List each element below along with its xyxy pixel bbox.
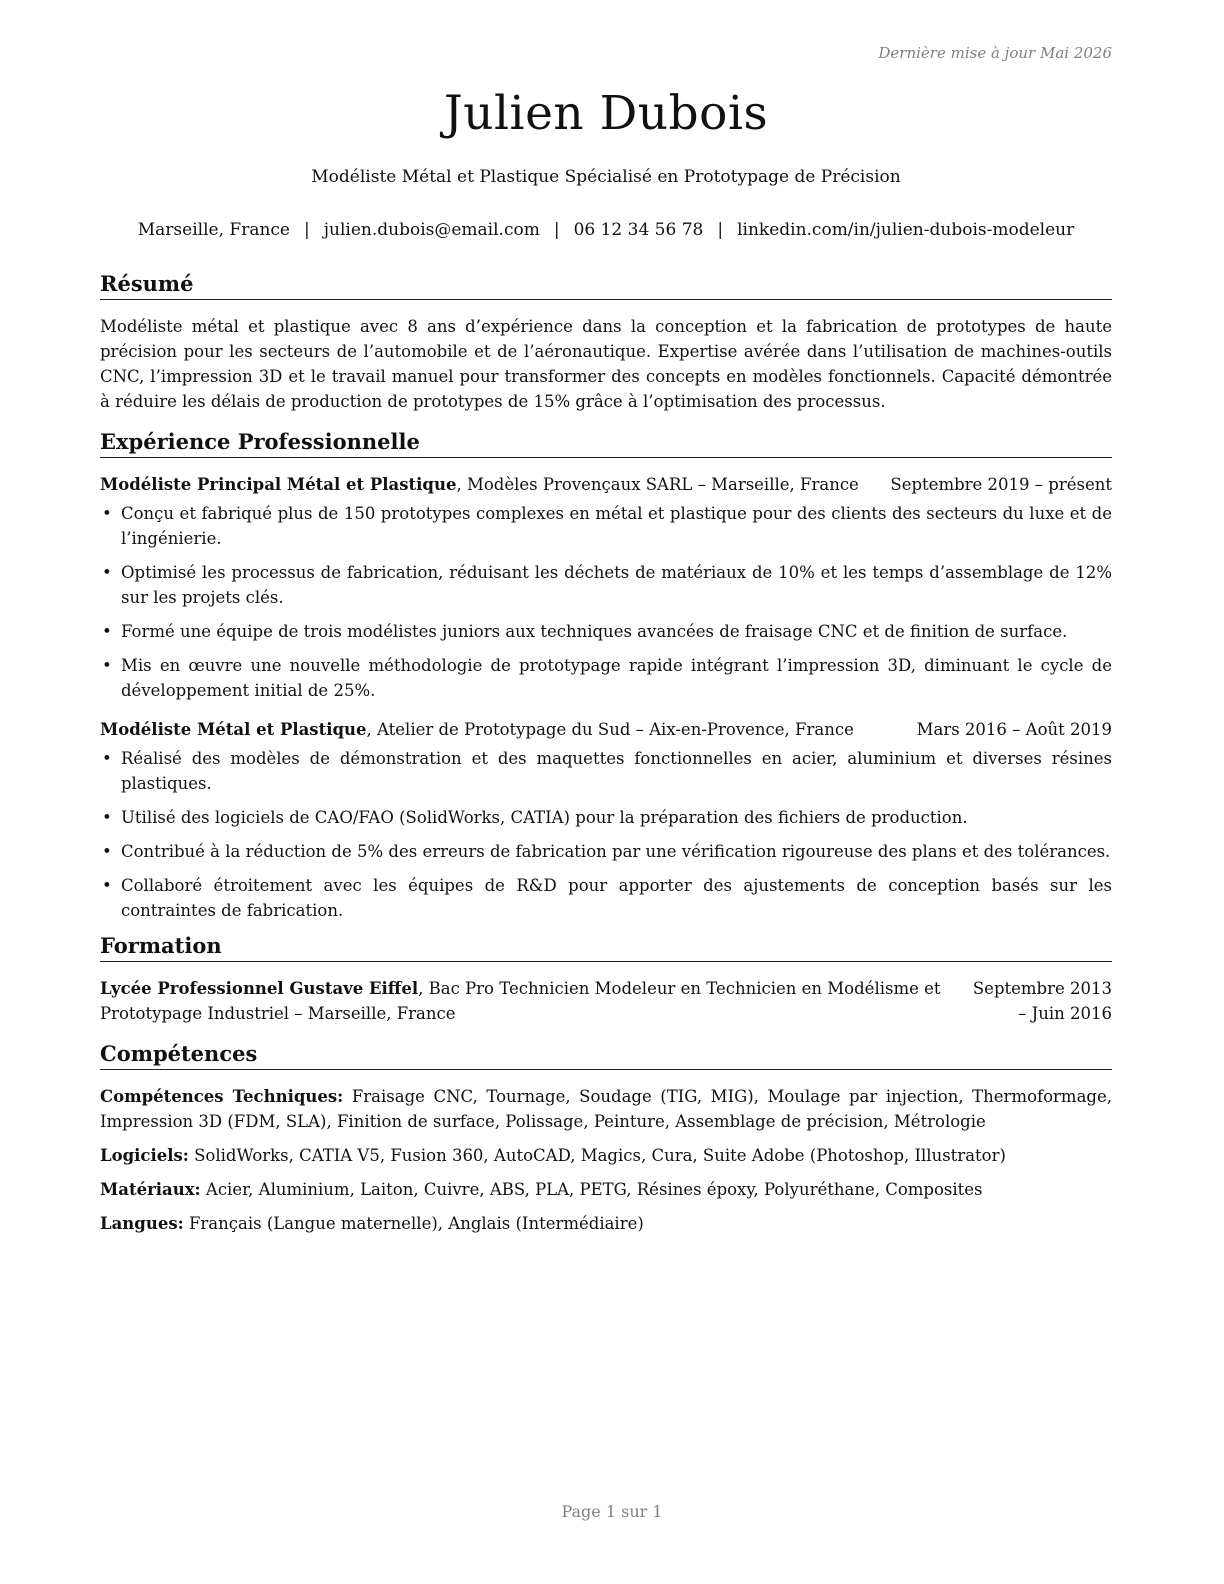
job-company: , Atelier de Prototypage du Sud – Aix-en-Provence, France xyxy=(366,720,854,739)
education-school: Lycée Professionnel Gustave Eiffel xyxy=(100,979,419,998)
contact-phone: 06 12 34 56 78 xyxy=(573,220,704,240)
education-details xyxy=(100,976,970,1026)
job-bullet: • Réalisé des modèles de démonstration et des maquettes fonctionnelles en acier, aluminium et diverses résines plastiques. xyxy=(100,746,1112,796)
job-entry xyxy=(100,717,1112,923)
skill-label: Logiciels: xyxy=(100,1146,189,1165)
contact-separator: | xyxy=(553,220,560,240)
job-company: , Modèles Provençaux SARL – Marseille, France xyxy=(456,475,859,494)
skill-label: Matériaux: xyxy=(100,1180,201,1199)
job-bullet: • Formé une équipe de trois modélistes juniors aux techniques avancées de fraisage CNC et de finition de surface. xyxy=(100,619,1112,644)
section-title-summary: Résumé xyxy=(100,270,1112,300)
contact-separator: | xyxy=(717,220,724,240)
job-bullets xyxy=(100,501,1112,703)
skill-line xyxy=(100,1211,1112,1236)
skill-line xyxy=(100,1084,1112,1134)
skill-value: Français (Langue maternelle), Anglais (Intermédiaire) xyxy=(183,1214,644,1233)
job-bullet: • Collaboré étroitement avec les équipes de R&D pour apporter des ajustements de conception basés sur les contraintes de fabrication. xyxy=(100,873,1112,923)
resume-body xyxy=(100,270,1112,1245)
contact-separator: | xyxy=(304,220,310,240)
skill-label: Langues: xyxy=(100,1214,184,1233)
page-number: Page 1 sur 1 xyxy=(561,1502,663,1521)
skill-value: Acier, Aluminium, Laiton, Cuivre, ABS, PLA, PETG, Résines époxy, Polyuréthane, Composites xyxy=(200,1180,983,1199)
job-header xyxy=(100,717,1112,742)
contact-line xyxy=(100,220,1112,240)
contact-location: Marseille, France xyxy=(137,220,290,240)
section-title-education: Formation xyxy=(100,932,1112,962)
skill-label: Compétences Techniques: xyxy=(100,1087,344,1106)
candidate-name: Julien Dubois xyxy=(443,86,769,141)
summary-text: Modéliste métal et plastique avec 8 ans d’expérience dans la conception et la fabrication de prototypes de haute précision pour les secteurs de l’automobile et de l’aéronautique. Expertise avérée dans l’utilisation de machines-outils CNC, l’impression 3D et le travail manuel pour transformer des concepts en modèles fonctionnels. Capacité démontrée à réduire les délais de production de prototypes de 15% grâce à l’optimisation des processus. xyxy=(100,317,1112,411)
job-bullet: • Conçu et fabriqué plus de 150 prototypes complexes en métal et plastique pour des clients des secteurs du luxe et de l’ingénierie. xyxy=(100,501,1112,551)
job-bullet: • Utilisé des logiciels de CAO/FAO (SolidWorks, CATIA) pour la préparation des fichiers de production. xyxy=(100,805,1112,830)
resume-page xyxy=(100,0,1112,1584)
job-bullet: • Optimisé les processus de fabrication, réduisant les déchets de matériaux de 10% et les temps d’assemblage de 12% sur les projets clés. xyxy=(100,560,1112,610)
job-entry xyxy=(100,472,1112,703)
skill-line xyxy=(100,1177,1112,1202)
job-dates: Septembre 2019 – présent xyxy=(890,475,1112,494)
education-entry xyxy=(100,976,1112,1026)
job-role: Modéliste Métal et Plastique xyxy=(100,720,367,739)
contact-linkedin[interactable]: linkedin.com/in/julien-dubois-modeleur xyxy=(737,220,1075,240)
skill-line xyxy=(100,1143,1112,1168)
job-bullet: • Contribué à la réduction de 5% des erreurs de fabrication par une vérification rigoureuse des plans et des tolérances. xyxy=(100,839,1112,864)
job-role: Modéliste Principal Métal et Plastique xyxy=(100,475,457,494)
job-dates: Mars 2016 – Août 2019 xyxy=(916,720,1112,739)
job-header xyxy=(100,472,1112,497)
section-title-skills: Compétences xyxy=(100,1040,1112,1070)
last-updated: Dernière mise à jour Mai 2026 xyxy=(878,44,1112,62)
education-dates: Septembre 2013 – Juin 2016 xyxy=(972,979,1112,1023)
job-bullet: • Mis en œuvre une nouvelle méthodologie de prototypage rapide intégrant l’impression 3D, diminuant le cycle de développement initial de 25%. xyxy=(100,653,1112,703)
skill-value: Fraisage CNC, Tournage, Soudage (TIG, MIG), Moulage par injection, Thermoformage, Impression 3D (FDM, SLA), Finition de surface, Polissage, Peinture, Assemblage de précision, Métrologie xyxy=(100,1087,1112,1131)
education-degree: , Bac Pro Technicien Modeleur en Technicien en Modélisme et Prototypage Industriel – Marseille, France xyxy=(100,979,941,1023)
section-title-experience: Expérience Professionnelle xyxy=(100,428,1112,458)
job-role-company xyxy=(100,472,859,497)
skill-value: SolidWorks, CATIA V5, Fusion 360, AutoCAD, Magics, Cura, Suite Adobe (Photoshop, Illustrator) xyxy=(188,1146,1006,1165)
job-bullets xyxy=(100,746,1112,923)
job-role-company xyxy=(100,717,854,742)
contact-email[interactable]: julien.dubois@email.com xyxy=(323,220,540,240)
candidate-headline: Modéliste Métal et Plastique Spécialisé en Prototypage de Précision xyxy=(311,167,901,187)
